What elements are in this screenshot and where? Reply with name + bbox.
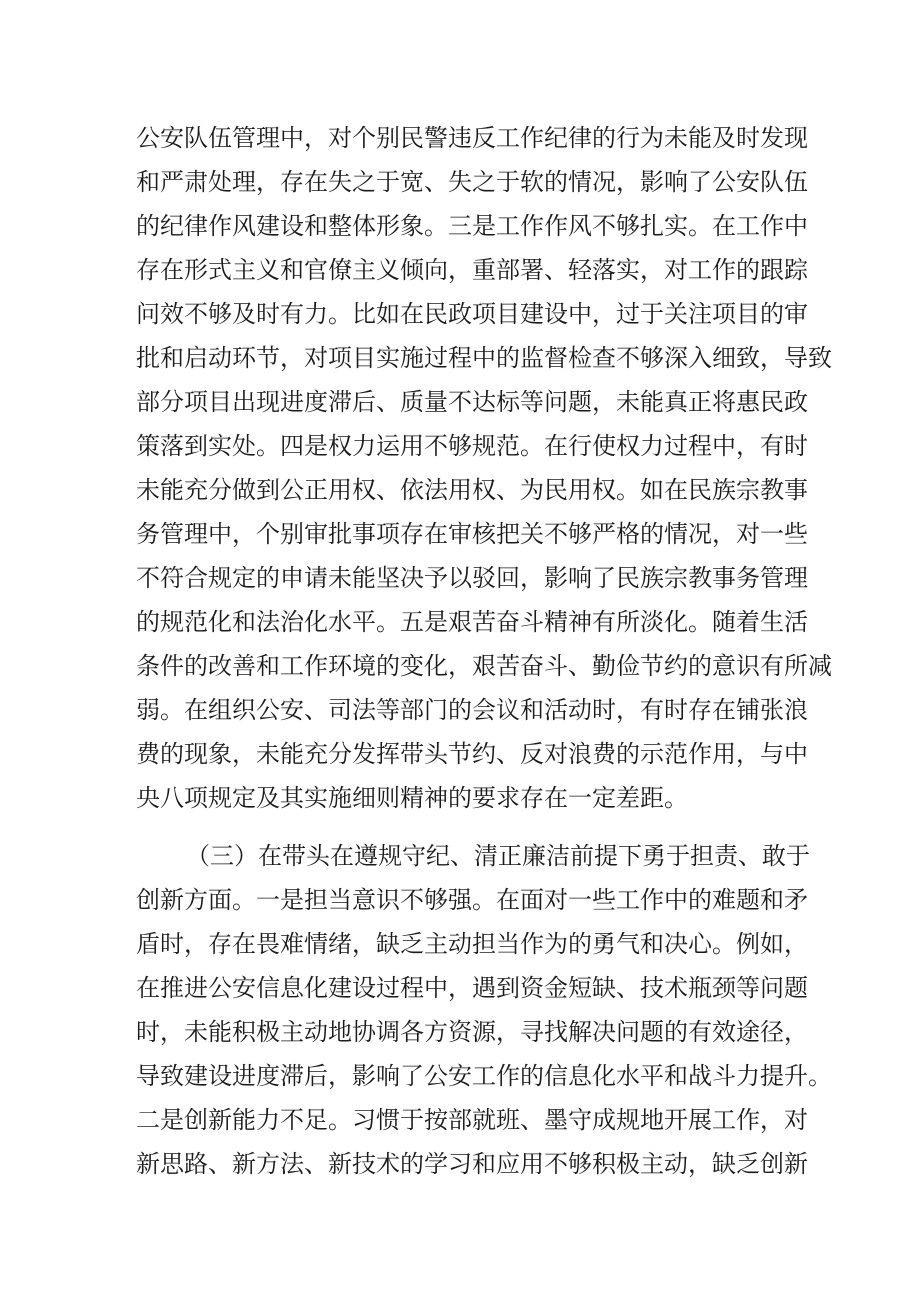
text-line: 部分项目出现进度滞后、质量不达标等问题，未能真正将惠民政 <box>136 388 808 416</box>
text-line: 盾时，存在畏难情绪，缺乏主动担当作为的勇气和决心。例如， <box>136 930 808 958</box>
text-line: 导致建设进度滞后，影响了公安工作的信息化水平和战斗力提升。 <box>136 1062 832 1090</box>
text-line: 策落到实处。四是权力运用不够规范。在行使权力过程中，有时 <box>136 432 808 460</box>
text-line: 的纪律作风建设和整体形象。三是工作作风不够扎实。在工作中 <box>136 212 808 240</box>
text-line: 新思路、新方法、新技术的学习和应用不够积极主动，缺乏创新 <box>136 1150 808 1178</box>
text-line: 存在形式主义和官僚主义倾向，重部署、轻落实，对工作的跟踪 <box>136 256 808 284</box>
text-line: 时，未能积极主动地协调各方资源，寻找解决问题的有效途径， <box>136 1018 808 1046</box>
text-line: 问效不够及时有力。比如在民政项目建设中，过于关注项目的审 <box>136 300 808 328</box>
text-line: 和严肃处理，存在失之于宽、失之于软的情况，影响了公安队伍 <box>136 168 808 196</box>
text-line: 的规范化和法治化水平。五是艰苦奋斗精神有所淡化。随着生活 <box>136 608 808 636</box>
text-line: 二是创新能力不足。习惯于按部就班、墨守成规地开展工作，对 <box>136 1106 808 1134</box>
text-line: 在推进公安信息化建设过程中，遇到资金短缺、技术瓶颈等问题 <box>136 974 808 1002</box>
text-line: 不符合规定的申请未能坚决予以驳回，影响了民族宗教事务管理 <box>136 564 808 592</box>
text-line: 弱。在组织公安、司法等部门的会议和活动时，有时存在铺张浪 <box>136 696 808 724</box>
text-line: 条件的改善和工作环境的变化，艰苦奋斗、勤俭节约的意识有所减 <box>136 652 832 680</box>
text-line: 公安队伍管理中，对个别民警违反工作纪律的行为未能及时发现 <box>136 124 808 152</box>
text-line: 费的现象，未能充分发挥带头节约、反对浪费的示范作用，与中 <box>136 740 808 768</box>
text-line: 未能充分做到公正用权、依法用权、为民用权。如在民族宗教事 <box>136 476 808 504</box>
text-line: 央八项规定及其实施细则精神的要求存在一定差距。 <box>136 784 688 812</box>
text-line: 创新方面。一是担当意识不够强。在面对一些工作中的难题和矛 <box>136 886 808 914</box>
section-heading-line: （三）在带头在遵规守纪、清正廉洁前提下勇于担责、敢于 <box>186 842 810 870</box>
text-line: 批和启动环节，对项目实施过程中的监督检查不够深入细致，导致 <box>136 344 832 372</box>
text-line: 务管理中，个别审批事项存在审核把关不够严格的情况，对一些 <box>136 520 808 548</box>
